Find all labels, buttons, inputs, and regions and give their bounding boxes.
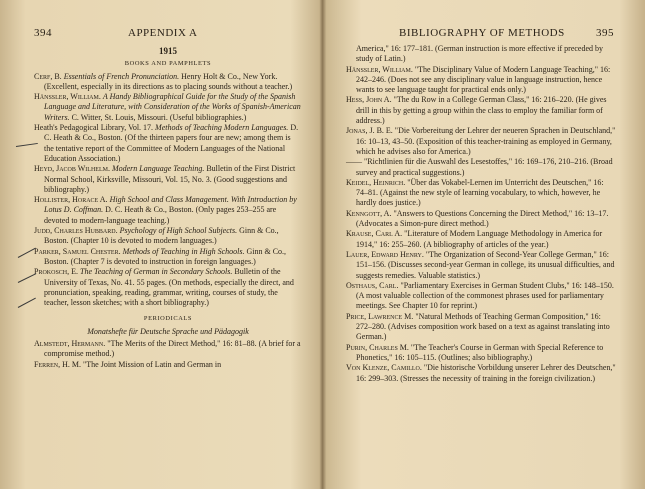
running-header-right: BIBLIOGRAPHY OF METHODS [399,27,565,39]
running-header-left: APPENDIX A [128,27,198,39]
entry-details: C. Witter, St. Louis, Missouri. (Useful bibliographies.) [71,112,247,122]
entry-title: A Handy Bibliographical Guide for the Study of the Spanish Language and Literature, with Consideration of the Works of Spanish-American Writers. [44,92,301,122]
bibliography-entry [34,72,302,93]
bibliography-entry [346,312,616,343]
left-page [0,0,322,489]
bibliography-entry [34,164,302,195]
entry-details: "The Merits of the Direct Method," 16: 81–88. (A brief for a compromise method.) [44,339,301,359]
bibliography-entry [346,363,616,384]
entry-title: Psychology of High School Subjects. [119,226,238,236]
bibliography-entry [34,339,302,360]
bibliography-entry [346,229,616,250]
entry-details: "The Disciplinary Value of Modern Language Teaching," 16: 242–246. (Does not see any disciplinary value in language instruction, hence wants to see language taught for practical ends only.) [356,64,611,95]
entry-series: Heath's Pedagogical Library, Vol. 17. [34,123,154,133]
bibliography-entry [346,95,616,126]
entry-author: Krause, Carl A. [346,229,403,239]
entry-author: Jonas, J. B. E. [346,126,393,136]
bibliography-entry [34,247,302,268]
bibliography-entry [34,360,302,370]
page-number-right: 395 [596,27,614,39]
entry-title: Methods of Teaching in High Schools. [122,246,245,256]
entry-details: D. C. Heath & Co., Boston. (Of the thirteen papers four are new; among them is the tentative report of the Committee of Modern Languages of the National Education Association.) [44,123,299,163]
bibliography-entry [346,209,616,230]
entry-title: Modern Language Teaching. [111,164,205,174]
entry-author: Kenngott, A. [346,208,392,218]
entry-author: Price, Lawrence M. [346,311,414,321]
entry-author: Judd, Charles Hubbard. [34,226,118,236]
bibliography-entry [346,44,616,65]
bibliography-entry [346,250,616,281]
entry-details: "Die Vorbereitung der Lehrer der neueren Sprachen in Deutschland," 16: 10–13, 43–50. (Exposition of this teacher-training as employed in Germany, which he advises also for America.) [356,126,616,156]
bibliography-entry [34,226,302,247]
entry-author: Purin, Charles M. [346,342,409,352]
entry-details: "Natural Methods of Teaching German Composition," 16: 272–280. (Advises composition work based on a text as against translating into German.) [356,311,610,342]
entry-title: High School and Class Management. With Introduction by Lotus D. Coffman. [44,195,297,215]
entry-author: Parker, Samuel Chester. [34,246,121,256]
entry-author: Prokosch, E. [34,267,79,277]
entry-details: "The Joint Mission of Latin and German in [83,359,222,369]
entry-author: Hänssler, William. [346,64,413,74]
entry-author: Osthaus, Carl. [346,280,399,290]
bibliography-entry [346,343,616,364]
entry-details: D. C. Heath & Co., Boston. (Only pages 253–255 are devoted to modern-language teaching.) [44,205,277,225]
periodical-entry-list [34,339,302,370]
bibliography-entry [346,157,616,178]
entry-author: Ferren, H. M. [34,359,82,369]
entry-details: "Parliamentary Exercises in German Student Clubs," 16: 148–150. (A most valuable collection of the commonest phrases used for parliamentary meetings. See Chapter 10 for reprint.) [356,280,614,311]
entry-title: Methods of Teaching Modern Languages. [155,123,289,133]
entry-details: "Literature of Modern Language Methodology in America for 1914," 16: 255–260. (A bibliography of articles of the year.) [356,229,603,249]
section-heading: BOOKS AND PAMPHLETS [124,60,212,68]
entry-author: Lauer, Edward Henry. [346,249,424,259]
bibliography-entry [34,123,302,164]
right-page [322,0,645,489]
entry-details: Henry Holt & Co., New York. (Excellent, especially in its directions as to placing sounds without a teacher.) [44,71,293,91]
entry-author: Keidel, Heinrich. [346,177,406,187]
left-entry-list [34,72,302,309]
entry-details: "Answers to Questions Concerning the Direct Method," 16: 13–17. (Advocates a Simon-pure direct method.) [356,208,609,229]
entry-author: Hess, John A. [346,95,392,105]
entry-details: "The Organization of Second-Year College German," 16: 151–156. (Discusses second-year German in college, its unusual difficulties, and suggests remedies. Valuable statistics.) [356,249,615,280]
periodicals-heading: PERIODICALS [143,315,193,323]
entry-author: Hänssler, William. [34,92,101,102]
entry-details: Ginn & Co., Boston. (Chapter 10 is devoted to modern languages.) [44,226,279,246]
entry-details: Ginn & Co., Boston. (Chapter 7 is devoted to instruction in foreign languages.) [44,246,287,266]
entry-title: The Teaching of German in Secondary Schools. [80,267,233,277]
right-body [346,44,616,384]
entry-author: Hollister, Horace A. [34,195,108,205]
entry-title: Essentials of French Pronunciation. [63,71,180,81]
periodical-title: Monatshefte für Deutsche Sprache und Pädagogik [87,326,249,336]
entry-details: Bulletin of the University of Texas, No. 41. 55 pages. (On methods, especially the direct, and pronunciation, speaking, reading, grammar, writing, courses of study, the teacher, lesson sketches; with a short bibliography.) [44,267,294,308]
entry-details: Bulletin of the First District Normal School, Kirksville, Missouri, Vol. 15, No. 3. (Good suggestions and bibliography.) [44,164,296,194]
right-entry-list [346,44,616,384]
entry-details: "Richtlinien für die Auswahl des Lesestoffes," 16: 169–176, 210–216. (Broad survey and practical suggestions.) [356,157,613,177]
bibliography-entry [346,178,616,209]
bibliography-entry [346,281,616,312]
entry-author: Almstedt, Hermann. [34,339,106,349]
entry-author: Von Klenze, Camillo. [346,363,422,373]
entry-author: Cerf, B. [34,71,62,81]
bibliography-entry [34,267,302,308]
entry-author: —— [346,157,362,167]
entry-details: America," 16: 177–181. (German instruction is more effective if preceded by study of Latin.) [356,44,604,64]
left-body [34,46,302,370]
entry-details: "The du Row in a College German Class," 16: 216–220. (He gives drill in this by getting a group within the class to employ the familiar form of address.) [356,95,607,126]
page-number-left: 394 [34,27,52,39]
bibliography-entry [346,65,616,96]
bibliography-entry [34,195,302,226]
bibliography-entry [346,126,616,157]
year-heading: 1915 [159,46,177,56]
entry-details: "The Teacher's Course in German with Special Reference to Phonetics," 16: 105–115. (Outlines; also bibliography.) [356,342,604,362]
entry-details: "Über das Vokabel-Lernen im Unterricht des Deutschen," 16: 74–81. (Against the new style of learning vocabulary, to which, however, he hardly does justice.) [356,177,604,208]
bibliography-entry [34,92,302,123]
entry-author: Heyd, Jacob Wilhelm. [34,164,110,174]
entry-details: "Die historische Vorbildung unserer Lehrer des Deutschen," 16: 299–303. (Stresses the necessity of training in the foreign civilization.) [356,363,616,383]
